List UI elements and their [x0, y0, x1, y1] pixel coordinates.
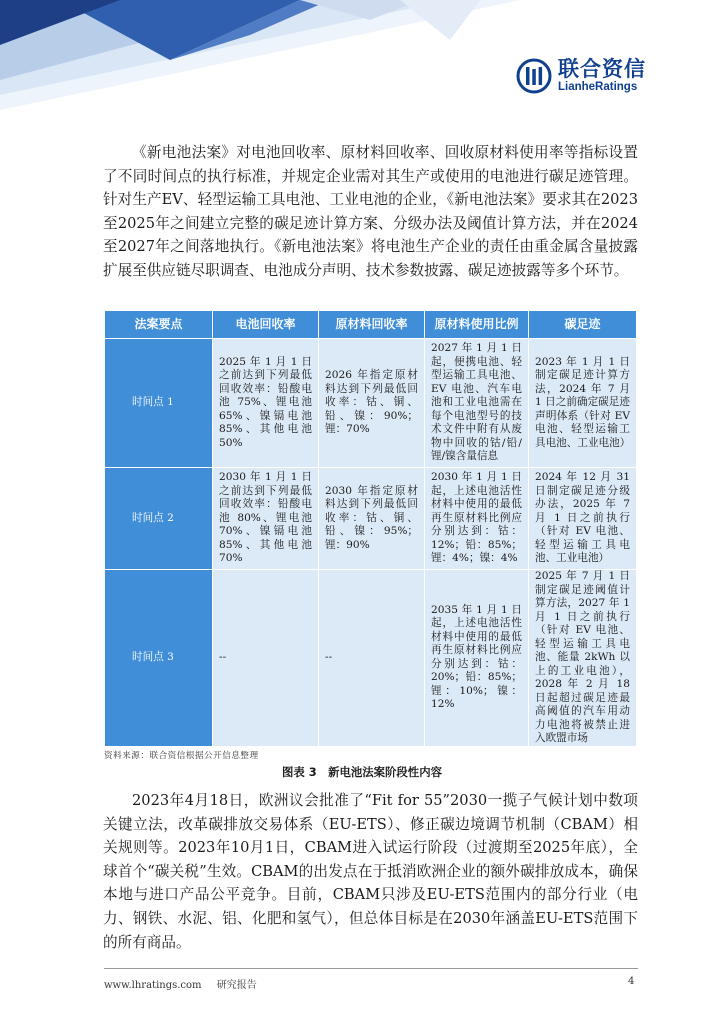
row-label: 时间点 2: [105, 468, 213, 570]
page-footer: [104, 976, 269, 991]
figure-caption: 图表 3 新电池法案阶段性内容: [282, 765, 442, 779]
footer-doc-type: 研究报告: [216, 980, 257, 991]
header-battery-recovery: 电池回收率: [213, 311, 319, 339]
row-label: 时间点 1: [105, 339, 213, 468]
body-paragraph-2: 2023年4月18日，欧洲议会批准了“Fit for 55”2030一揽子气候计划中数项关键立法，改革碳排放交易体系（EU-ETS）、修正碳边境调节机制（CBAM）相关规则等。2023年10月1日，CBAM进入试运行阶段（过渡期至2025年底），全球首个“碳关税”生效。CBAM的出发点在于抵消欧洲企业的额外碳排放成本，确保本地与进口产品公平竞争。目前，CBAM只涉及EU-ETS范围内的部分行业（电力、钢铁、水泥、铝、化肥和氢气），但总体目标是在2030年涵盖EU-ETS范围下的所有商品。: [103, 792, 638, 951]
table-cell: 2035 年 1 月 1 日起，上述电池活性材料中使用的最低再生原材料比例应分别达到：钴：20%；铅：85%；锂：10%；镍：12%: [425, 570, 529, 747]
battery-law-table: [104, 310, 637, 747]
logo-name-en: LianheRatings: [558, 81, 638, 93]
table-cell: 2025 年 1 月 1 日之前达到下列最低回收效率：铅酸电池 75%、锂电池 65%、镍镉电池 85%、其他电池 50%: [213, 339, 319, 468]
table-cell: 2025 年 7 月 1 日制定碳足迹阈值计算方法，2027 年 1 月 1 日之前执行（针对 EV 电池、轻型运输工具电池、能量 2kWh 以上的工业电池），2028 年 2 月 18 日起超过碳足迹最高阈值的汽车用动力电池将被禁止进入欧盟市场: [529, 570, 637, 747]
table-header-row: [105, 311, 637, 339]
table-cell: --: [213, 570, 319, 747]
table-row: [105, 339, 637, 468]
row-label: 时间点 3: [105, 570, 213, 747]
page-number: 4: [628, 976, 635, 987]
header-material-usage: 原材料使用比例: [425, 311, 529, 339]
header-law-points: 法案要点: [105, 311, 213, 339]
header-decoration: [0, 0, 520, 120]
table-cell: 2023 年 1 月 1 日制定碳足迹计算方法，2024 年 7 月 1 日之前确定碳足迹声明体系（针对 EV 电池、轻型运输工具电池、工业电池）: [529, 339, 637, 468]
lianhe-logo-icon: [516, 58, 552, 94]
table-cell: 2030 年 1 月 1 日起，上述电池活性材料中使用的最低再生原材料比例应分别达到：钴：12%；铅：85%；锂：4%；镍：4%: [425, 468, 529, 570]
table-cell: 2026 年指定原材料达到下列最低回收率：钴、铜、铅、镍：90%；锂：70%: [319, 339, 425, 468]
table-cell: --: [319, 570, 425, 747]
table-source-note: 资料来源：联合资信根据公开信息整理: [104, 751, 259, 761]
logo-name-cn: 联合资信: [558, 57, 646, 81]
header-carbon-footprint: 碳足迹: [529, 311, 637, 339]
table-cell: 2030 年 1 月 1 日之前达到下列最低回收效率：铅酸电池 80%、锂电池 70%、镍镉电池 85%、其他电池 70%: [213, 468, 319, 570]
footer-divider: [104, 968, 638, 969]
company-logo: [516, 54, 686, 98]
header-material-recovery: 原材料回收率: [319, 311, 425, 339]
table-row: [105, 468, 637, 570]
footer-website-link[interactable]: www.lhratings.com: [104, 980, 202, 991]
table-cell: 2030 年指定原材料达到下列最低回收率：钴、铜、铅、镍：95%；锂：90%: [319, 468, 425, 570]
table-cell: 2024 年 12 月 31 日制定碳足迹分级办法，2025 年 7 月 1 日之前执行（针对 EV 电池、轻型运输工具电池、工业电池）: [529, 468, 637, 570]
body-paragraph-1: 《新电池法案》对电池回收率、原材料回收率、回收原材料使用率等指标设置了不同时间点的执行标准，并规定企业需对其生产或使用的电池进行碳足迹管理。针对生产EV、轻型运输工具电池、工业电池的企业，《新电池法案》要求其在2023至2025年之间建立完整的碳足迹计算方案、分级办法及阈值计算方法，并在2024至2027年之间落地执行。《新电池法案》将电池生产企业的责任由重金属含量披露扩展至供应链尽职调查、电池成分声明、技术参数披露、碳足迹披露等多个环节。: [103, 144, 638, 279]
table-cell: 2027 年 1 月 1 日起，便携电池、轻型运输工具电池、EV 电池、汽车电池和工业电池需在每个电池型号的技术文件中附有从废物中回收的钴/铅/锂/镍含量信息: [425, 339, 529, 468]
table-row: [105, 570, 637, 747]
